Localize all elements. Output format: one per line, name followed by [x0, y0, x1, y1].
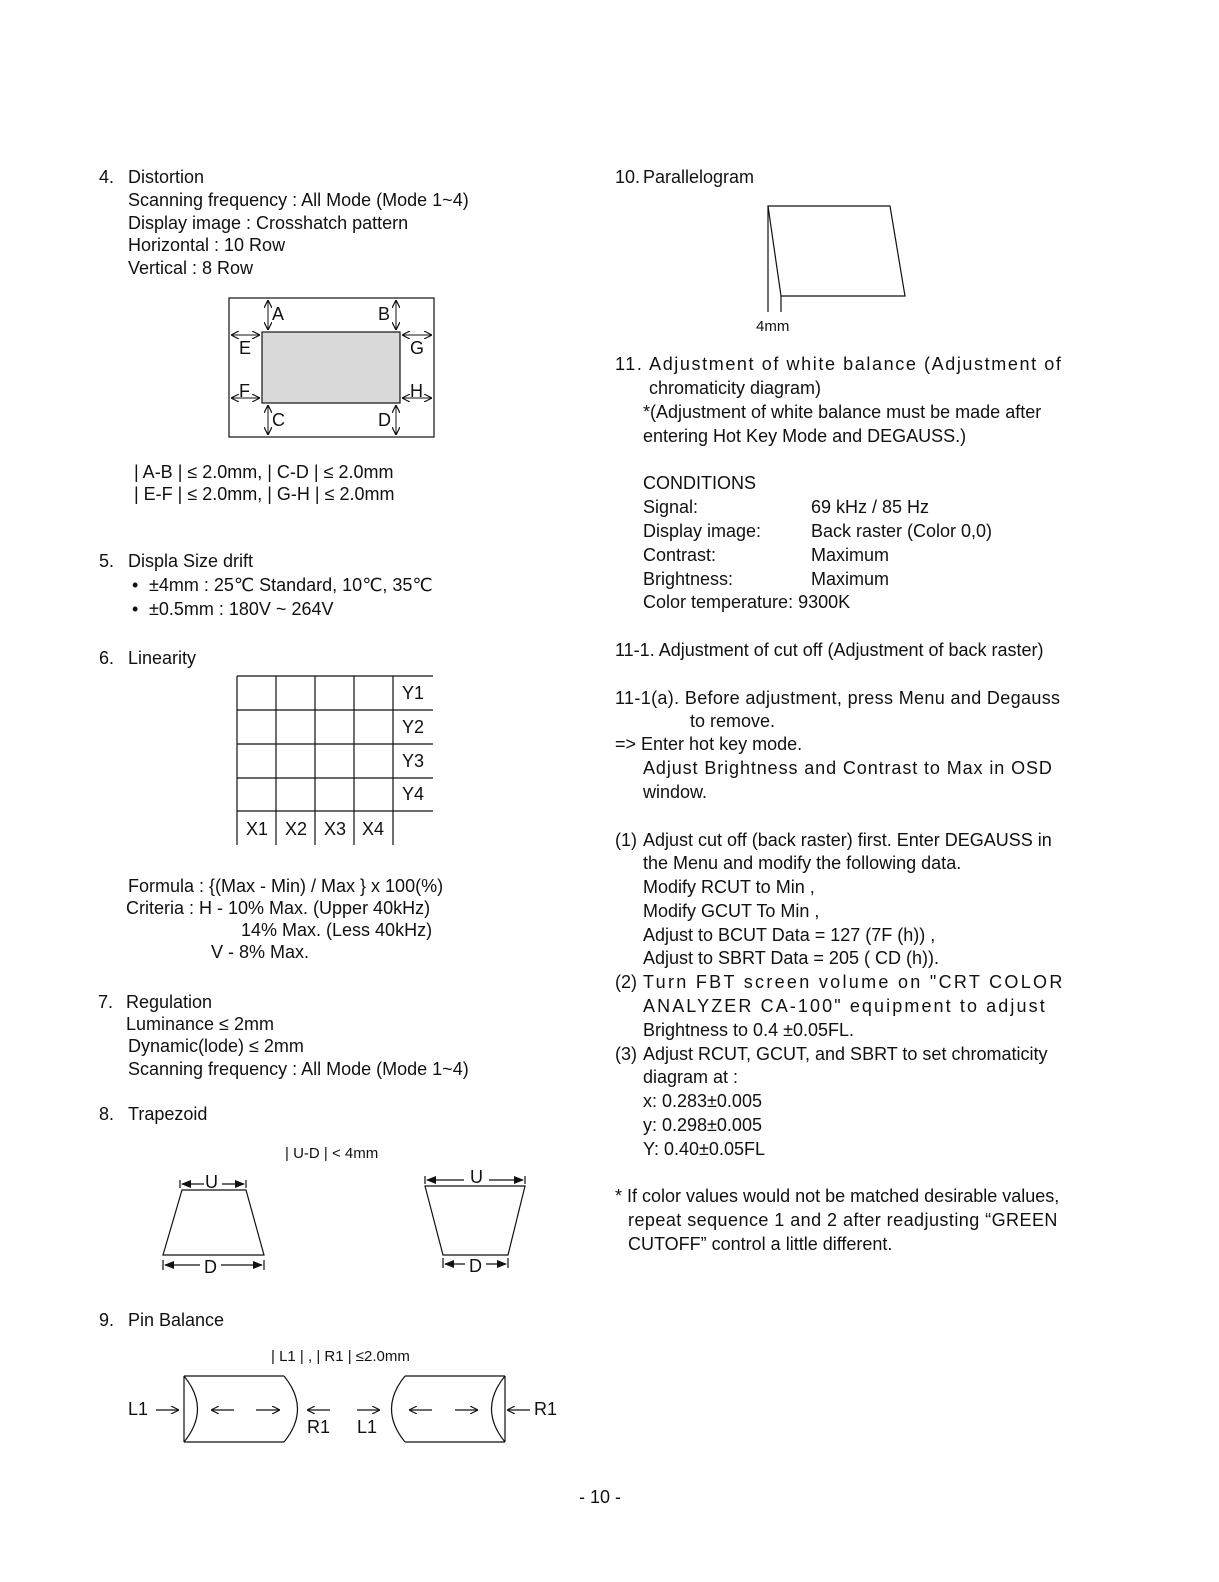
- label-b: B: [378, 304, 391, 324]
- y-label: Y4: [402, 784, 425, 804]
- s6-criteria: V - 8% Max.: [211, 942, 310, 962]
- trap-label-u: U: [205, 1172, 218, 1192]
- section-8-number: 8.: [99, 1104, 115, 1124]
- pin-label-r1: R1: [534, 1399, 558, 1419]
- s4-line: Display image : Crosshatch pattern: [128, 213, 409, 233]
- subsection-11-1a-cont: to remove.: [690, 711, 776, 731]
- step-1-line: Modify RCUT to Min ,: [643, 877, 815, 897]
- x-label: X3: [324, 819, 347, 839]
- footnote-line: repeat sequence 1 and 2 after readjusting “GREEN: [628, 1210, 1058, 1230]
- s4-spec-2: | E-F | ≤ 2.0mm, | G-H | ≤ 2.0mm: [134, 484, 395, 504]
- step-1-line: Modify GCUT To Min ,: [643, 901, 820, 921]
- x-label: X4: [362, 819, 385, 839]
- adjust-line: window.: [643, 782, 708, 802]
- trap-label-u: U: [470, 1167, 483, 1187]
- s9-spec: | L1 | , | R1 | ≤2.0mm: [271, 1348, 410, 1365]
- section-4-number: 4.: [99, 167, 115, 187]
- pin-label-l1: L1: [357, 1417, 378, 1437]
- step-3-line: x: 0.283±0.005: [643, 1091, 762, 1111]
- step-1-number: (1): [615, 830, 637, 850]
- step-1-line: Adjust to BCUT Data = 127 (7F (h)) ,: [643, 925, 936, 945]
- y-label: Y1: [402, 683, 425, 703]
- step-1-line: Adjust to SBRT Data = 205 ( CD (h)).: [643, 948, 939, 968]
- x-label: X1: [246, 819, 269, 839]
- adjust-line: Adjust Brightness and Contrast to Max in OSD: [643, 758, 1053, 778]
- trap-label-d: D: [469, 1256, 482, 1276]
- step-1-line: the Menu and modify the following data.: [643, 853, 962, 873]
- condition-key: Signal:: [643, 497, 699, 517]
- condition-value: Maximum: [811, 569, 890, 589]
- section-9-number: 9.: [99, 1310, 115, 1330]
- section-5-title: Displa Size drift: [128, 551, 254, 571]
- label-d: D: [378, 410, 391, 430]
- step-3-number: (3): [615, 1044, 637, 1064]
- step-2-line: ANALYZER CA-100" equipment to adjust: [643, 996, 1047, 1016]
- condition-key: Contrast:: [643, 545, 717, 565]
- s4-line: Scanning frequency : All Mode (Mode 1~4): [128, 190, 469, 210]
- section-10-title: Parallelogram: [643, 167, 755, 187]
- step-1-line: Adjust cut off (back raster) first. Enter DEGAUSS in: [643, 830, 1052, 850]
- condition-color-temp: Color temperature: 9300K: [643, 592, 851, 612]
- hot-key-line: => Enter hot key mode.: [615, 734, 803, 754]
- step-3-line: y: 0.298±0.005: [643, 1115, 762, 1135]
- condition-value: Maximum: [811, 545, 890, 565]
- section-10-number: 10.: [615, 167, 641, 187]
- section-11-title: 11. Adjustment of white balance (Adjustment of: [615, 354, 1063, 374]
- subsection-11-1: 11-1. Adjustment of cut off (Adjustment of back raster): [615, 640, 1044, 660]
- section-7-title: Regulation: [126, 992, 213, 1012]
- bullet-icon: •: [132, 575, 139, 595]
- step-2-number: (2): [615, 972, 637, 992]
- s4-line: Vertical : 8 Row: [128, 258, 254, 278]
- condition-key: Brightness:: [643, 569, 734, 589]
- footnote-line: CUTOFF” control a little different.: [628, 1234, 893, 1254]
- footnote-line: * If color values would not be matched desirable values,: [615, 1186, 1060, 1206]
- label-a: A: [272, 304, 285, 324]
- y-label: Y2: [402, 717, 425, 737]
- subsection-11-1a: 11-1(a). Before adjustment, press Menu and Degauss: [615, 688, 1061, 708]
- pin-label-l1: L1: [128, 1399, 149, 1419]
- conditions-heading: CONDITIONS: [643, 473, 757, 493]
- step-3-line: diagram at :: [643, 1067, 739, 1087]
- condition-key: Display image:: [643, 521, 762, 541]
- s5-bullet: ±0.5mm : 180V ~ 264V: [149, 599, 334, 619]
- step-2-line: Turn FBT screen volume on "CRT COLOR: [643, 972, 1065, 992]
- s11-note: entering Hot Key Mode and DEGAUSS.): [643, 426, 967, 446]
- step-3-line: Y: 0.40±0.05FL: [643, 1139, 765, 1159]
- s6-formula: Formula : {(Max - Min) / Max } x 100(%): [128, 876, 444, 896]
- bullet-icon: •: [132, 599, 139, 619]
- section-9-title: Pin Balance: [128, 1310, 225, 1330]
- section-6-number: 6.: [99, 648, 115, 668]
- s5-bullet: ±4mm : 25℃ Standard, 10℃, 35℃: [149, 575, 433, 595]
- label-f: F: [239, 381, 250, 401]
- s11-note: *(Adjustment of white balance must be made after: [643, 402, 1042, 422]
- condition-value: Back raster (Color 0,0): [811, 521, 993, 541]
- s8-spec: | U-D | < 4mm: [285, 1145, 379, 1162]
- label-e: E: [239, 338, 252, 358]
- section-8-title: Trapezoid: [128, 1104, 208, 1124]
- label-g: G: [410, 338, 425, 358]
- section-11-title-cont: chromaticity diagram): [649, 378, 822, 398]
- label-c: C: [272, 410, 285, 430]
- section-4-title: Distortion: [128, 167, 205, 187]
- section-6-title: Linearity: [128, 648, 197, 668]
- page-number: - 10 -: [579, 1487, 622, 1507]
- s4-line: Horizontal : 10 Row: [128, 235, 286, 255]
- s6-criteria: 14% Max. (Less 40kHz): [241, 920, 433, 940]
- pin-label-r1: R1: [307, 1417, 331, 1437]
- s6-criteria: Criteria : H - 10% Max. (Upper 40kHz): [126, 898, 431, 918]
- step-2-line: Brightness to 0.4 ±0.05FL.: [643, 1020, 854, 1040]
- trap-label-d: D: [204, 1257, 217, 1277]
- step-3-line: Adjust RCUT, GCUT, and SBRT to set chromaticity: [643, 1044, 1048, 1064]
- s7-line: Luminance ≤ 2mm: [126, 1014, 274, 1034]
- x-label: X2: [285, 819, 308, 839]
- parallelogram-dimension: 4mm: [756, 318, 790, 335]
- s7-line: Dynamic(lode) ≤ 2mm: [128, 1036, 304, 1056]
- condition-value: 69 kHz / 85 Hz: [811, 497, 930, 517]
- y-label: Y3: [402, 751, 425, 771]
- s4-spec-1: | A-B | ≤ 2.0mm, | C-D | ≤ 2.0mm: [134, 462, 394, 482]
- section-5-number: 5.: [99, 551, 115, 571]
- label-h: H: [410, 381, 423, 401]
- s7-line: Scanning frequency : All Mode (Mode 1~4): [128, 1059, 469, 1079]
- section-7-number: 7.: [98, 992, 114, 1012]
